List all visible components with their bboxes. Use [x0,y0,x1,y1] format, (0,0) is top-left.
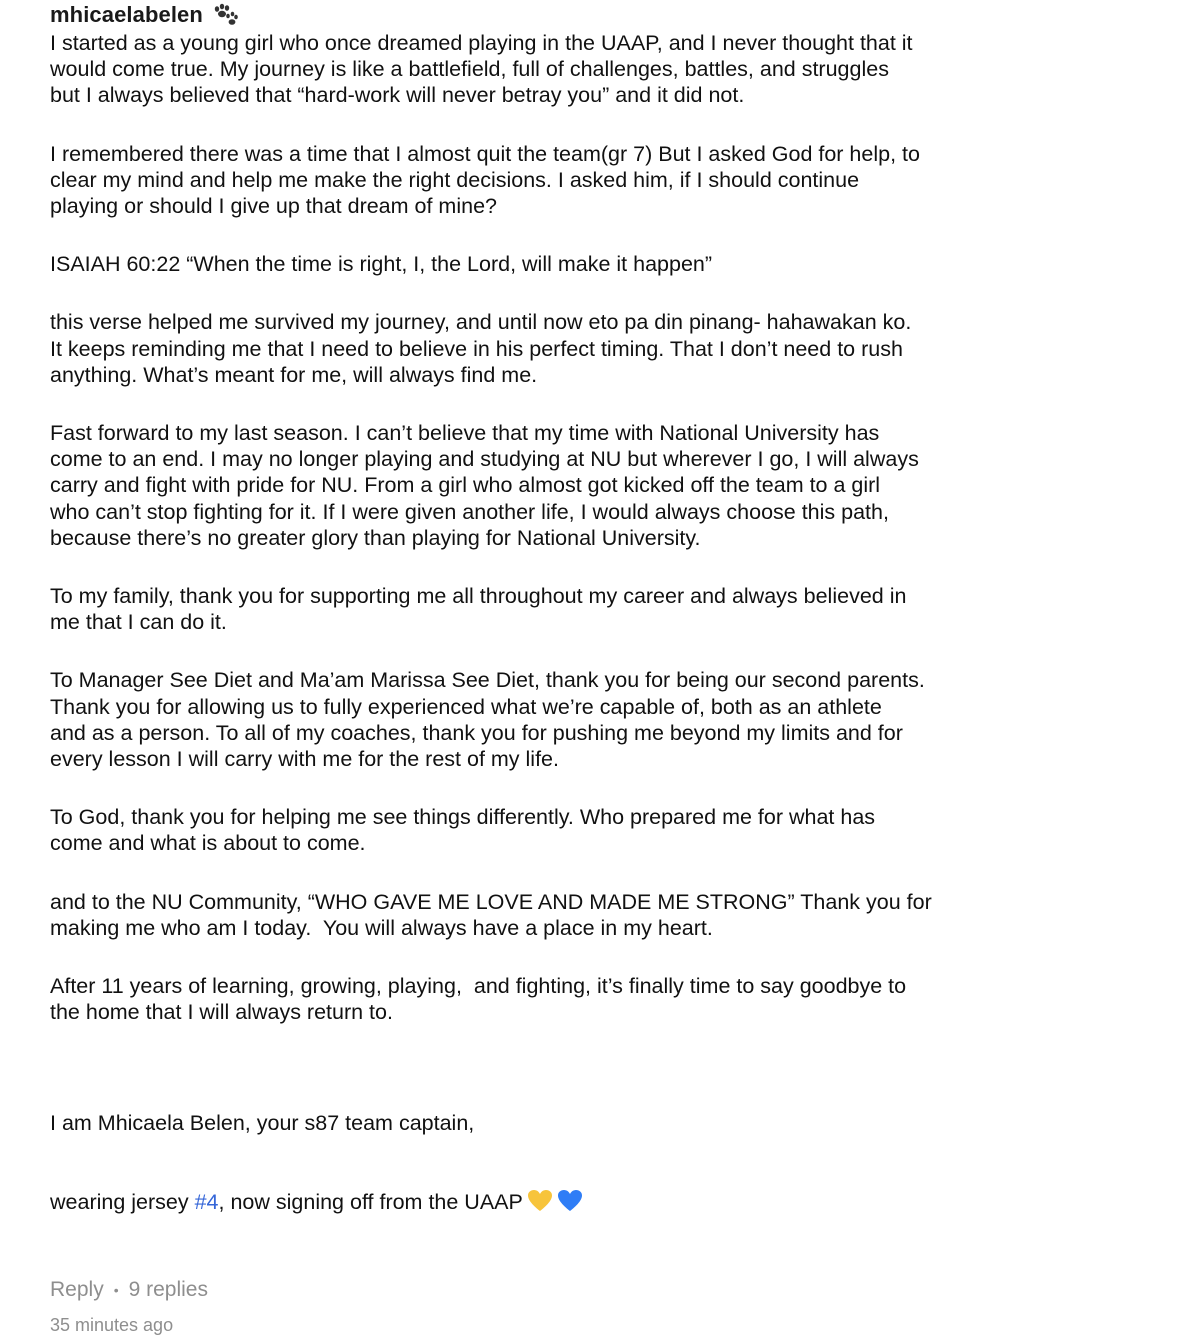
jersey-hashtag-link[interactable]: #4 [194,1189,219,1214]
reply-button[interactable]: Reply [50,1278,104,1302]
closing-text-post: , now signing off from the UAAP [218,1189,523,1214]
comment-paragraph: I started as a young girl who once dreamed playing in the UAAP, and I never thought that it would come true. My journey is like a battlefield, full of challenges, battles, and struggles but I always believed that “hard-work will never betray you” and it did not. [50,31,913,108]
closing-text-pre: wearing jersey [50,1189,195,1214]
comment-paragraph: this verse helped me survived my journey, and until now eto pa din pinang- hahawakan ko. It keeps reminding me that I need to believe in his perfect timing. That I don’t need to rush anything. What’s meant for me, will always find me. [50,310,912,387]
separator-dot: • [113,1282,119,1299]
view-replies-button[interactable]: 9 replies [128,1278,208,1302]
closing-line-1: I am Mhicaela Belen, your s87 team captain, [50,1110,475,1135]
paw-prints-icon [211,3,239,27]
closing-paragraph [50,1057,1160,1267]
comment-paragraph: After 11 years of learning, growing, playing, and fighting, it’s finally time to say goodbye to the home that I will always return to. [50,974,907,1025]
timestamp: 35 minutes ago [50,1315,174,1336]
comment [50,0,1160,1336]
blue-heart-icon [557,1189,583,1213]
comment-paragraph: I remembered there was a time that I almost quit the team(gr 7) But I asked God for help, to clear my mind and help me make the right decisions. I asked him, if I should continue playing or should I give up that dream of mine? [50,141,920,219]
comment-paragraph: Fast forward to my last season. I can’t believe that my time with National University has come to an end. I may no longer playing and studying at NU but wherever I go, I will always carry and fight with pride for NU. From a girl who almost got kicked off the team to a girl who can’t stop fighting for it. If I were given another life, I would always choose this path, because there’s no greater glory than playing for National University. [50,421,919,550]
closing-line-2 [50,1189,1160,1215]
comment-actions [50,1275,1160,1305]
comment-header [50,0,1160,30]
comment-body [50,30,1160,1267]
yellow-heart-icon [527,1189,553,1213]
comment-paragraph: ISAIAH 60:22 “When the time is right, I, the Lord, will make it happen” [50,252,713,277]
comment-paragraph: To God, thank you for helping me see things differently. Who prepared me for what has come and what is about to come. [50,805,876,856]
comment-paragraph: To Manager See Diet and Ma’am Marissa See Diet, thank you for being our second parents. Thank you for allowing us to fully experienced what we’re capable of, both as an athlete and as a person. To all of my coaches, thank you for pushing me beyond my limits and for every lesson I will carry with me for the rest of my life. [50,668,925,772]
username[interactable]: mhicaelabelen [50,2,203,27]
comment-paragraph: To my family, thank you for supporting me all throughout my career and always believed in me that I can do it. [50,584,907,635]
comment-paragraph: and to the NU Community, “WHO GAVE ME LOVE AND MADE ME STRONG” Thank you for making me who am I today. You will always have a place in my heart. [50,889,932,940]
